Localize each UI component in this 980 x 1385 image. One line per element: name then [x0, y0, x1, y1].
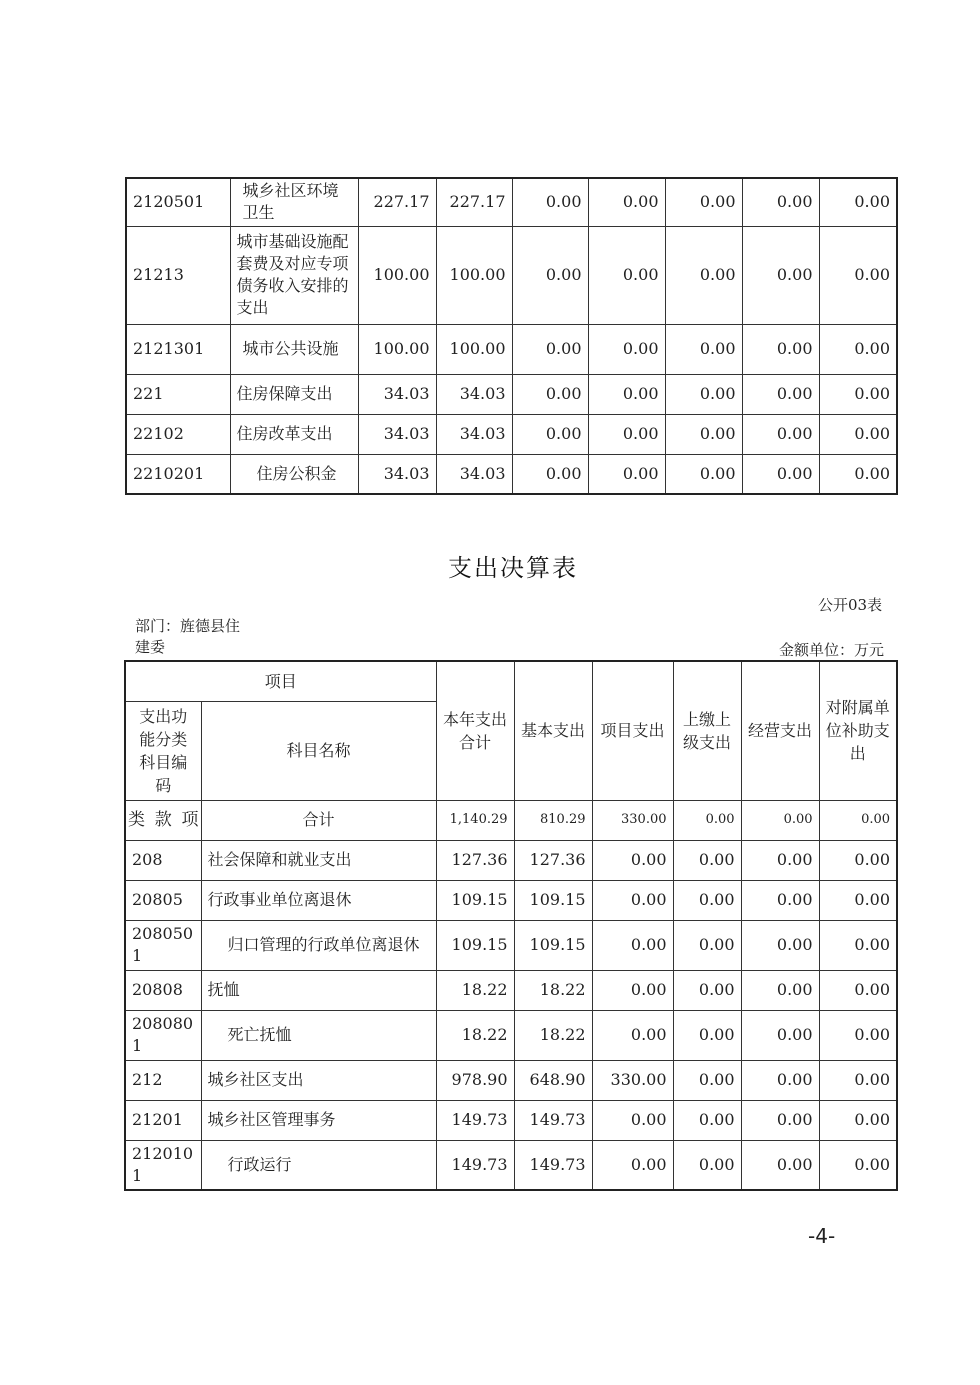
row-value: 0.00	[592, 840, 673, 880]
row-code: 20805	[125, 880, 201, 920]
row-value: 0.00	[673, 1060, 741, 1100]
row-value: 34.03	[436, 414, 512, 454]
row-value: 0.00	[819, 1100, 897, 1140]
amount-unit-label: 金额单位：万元	[779, 641, 885, 659]
total-value: 330.00	[592, 800, 673, 840]
row-value: 0.00	[665, 324, 742, 374]
row-name: 城市公共设施	[230, 324, 358, 374]
row-value: 149.73	[514, 1140, 592, 1190]
level-class: 类	[128, 810, 145, 830]
row-value: 18.22	[514, 970, 592, 1010]
expenditure-summary-table	[124, 660, 898, 1191]
table-row	[125, 1100, 897, 1140]
row-code: 2120501	[126, 178, 230, 226]
col-header: 本年支出合计	[436, 661, 514, 800]
row-value: 0.00	[512, 324, 588, 374]
top-expenditure-table	[125, 177, 898, 495]
row-value: 149.73	[514, 1100, 592, 1140]
row-value: 0.00	[512, 454, 588, 494]
row-value: 0.00	[741, 920, 819, 970]
row-value: 0.00	[588, 324, 665, 374]
row-value: 0.00	[512, 374, 588, 414]
row-value: 0.00	[741, 1010, 819, 1060]
row-value: 127.36	[514, 840, 592, 880]
table-row	[125, 880, 897, 920]
row-value: 648.90	[514, 1060, 592, 1100]
row-name: 社会保障和就业支出	[201, 840, 436, 880]
row-value: 0.00	[673, 970, 741, 1010]
total-label: 合计	[201, 800, 436, 840]
row-value: 109.15	[436, 880, 514, 920]
row-value: 0.00	[673, 880, 741, 920]
row-value: 227.17	[436, 178, 512, 226]
row-value: 0.00	[592, 970, 673, 1010]
row-value: 0.00	[819, 1060, 897, 1100]
page-number: -4-	[808, 1224, 836, 1248]
row-code: 212	[125, 1060, 201, 1100]
row-value: 109.15	[514, 920, 592, 970]
row-value: 109.15	[514, 880, 592, 920]
page-title: 支出决算表	[448, 554, 578, 582]
total-value: 0.00	[673, 800, 741, 840]
row-value: 0.00	[665, 374, 742, 414]
form-number: 公开03表	[818, 596, 883, 614]
row-value: 18.22	[514, 1010, 592, 1060]
row-value: 34.03	[436, 374, 512, 414]
row-name: 归口管理的行政单位离退休	[201, 920, 436, 970]
row-value: 0.00	[742, 414, 819, 454]
row-value: 0.00	[673, 1100, 741, 1140]
row-value: 0.00	[819, 178, 897, 226]
row-value: 0.00	[673, 920, 741, 970]
row-value: 0.00	[742, 324, 819, 374]
row-value: 0.00	[592, 920, 673, 970]
total-value: 810.29	[514, 800, 592, 840]
row-name: 行政事业单位离退休	[201, 880, 436, 920]
table-row	[126, 324, 897, 374]
name-col-header: 科目名称	[201, 701, 436, 800]
row-value: 0.00	[665, 414, 742, 454]
table-row	[126, 178, 897, 226]
row-code: 21213	[126, 226, 230, 324]
row-name: 行政运行	[201, 1140, 436, 1190]
row-code: 2120101	[125, 1140, 201, 1190]
row-value: 330.00	[592, 1060, 673, 1100]
row-value: 0.00	[742, 178, 819, 226]
row-value: 978.90	[436, 1060, 514, 1100]
row-value: 0.00	[819, 920, 897, 970]
table-row	[125, 840, 897, 880]
header-row	[125, 661, 897, 701]
row-value: 0.00	[512, 178, 588, 226]
row-value: 34.03	[358, 374, 436, 414]
row-value: 18.22	[436, 970, 514, 1010]
row-value: 0.00	[512, 414, 588, 454]
row-value: 127.36	[436, 840, 514, 880]
total-value: 1,140.29	[436, 800, 514, 840]
row-value: 0.00	[588, 226, 665, 324]
row-value: 0.00	[512, 226, 588, 324]
row-code: 2121301	[126, 324, 230, 374]
row-value: 0.00	[741, 1100, 819, 1140]
row-code: 2080801	[125, 1010, 201, 1060]
table-row	[125, 1010, 897, 1060]
project-header: 项目	[125, 661, 436, 701]
row-value: 0.00	[592, 1100, 673, 1140]
row-value: 0.00	[741, 1060, 819, 1100]
row-value: 0.00	[592, 880, 673, 920]
table-row	[125, 920, 897, 970]
row-value: 0.00	[819, 1140, 897, 1190]
level-labels	[125, 800, 201, 840]
row-name: 住房公积金	[230, 454, 358, 494]
row-value: 109.15	[436, 920, 514, 970]
row-value: 0.00	[741, 1140, 819, 1190]
row-value: 0.00	[592, 1140, 673, 1190]
row-code: 21201	[125, 1100, 201, 1140]
row-value: 0.00	[819, 970, 897, 1010]
col-header: 对附属单位补助支出	[819, 661, 897, 800]
row-value: 100.00	[358, 324, 436, 374]
row-value: 0.00	[819, 454, 897, 494]
row-code: 2210201	[126, 454, 230, 494]
row-value: 0.00	[588, 454, 665, 494]
row-value: 227.17	[358, 178, 436, 226]
row-value: 0.00	[819, 226, 897, 324]
level-item: 项	[181, 810, 199, 830]
row-value: 149.73	[436, 1140, 514, 1190]
row-value: 0.00	[819, 414, 897, 454]
col-header: 经营支出	[741, 661, 819, 800]
row-value: 34.03	[358, 454, 436, 494]
row-value: 0.00	[673, 1010, 741, 1060]
row-value: 0.00	[741, 840, 819, 880]
row-value: 0.00	[741, 970, 819, 1010]
row-value: 149.73	[436, 1100, 514, 1140]
row-value: 0.00	[665, 178, 742, 226]
row-value: 0.00	[819, 374, 897, 414]
table-row	[125, 1060, 897, 1100]
row-value: 0.00	[673, 1140, 741, 1190]
table-row	[125, 970, 897, 1010]
row-name: 城市基础设施配套费及对应专项债务收入安排的支出	[230, 226, 358, 324]
code-col-header: 支出功能分类科目编码	[125, 701, 201, 800]
row-value: 100.00	[358, 226, 436, 324]
table-row	[126, 454, 897, 494]
col-header: 项目支出	[592, 661, 673, 800]
level-section: 款	[154, 810, 172, 830]
row-value: 0.00	[588, 414, 665, 454]
row-name: 住房保障支出	[230, 374, 358, 414]
row-name: 城乡社区环境卫生	[230, 178, 358, 226]
row-code: 221	[126, 374, 230, 414]
table-row	[126, 374, 897, 414]
row-value: 0.00	[819, 880, 897, 920]
row-value: 0.00	[588, 374, 665, 414]
row-code: 20808	[125, 970, 201, 1010]
row-value: 0.00	[819, 324, 897, 374]
total-value: 0.00	[741, 800, 819, 840]
row-value: 0.00	[742, 454, 819, 494]
row-value: 0.00	[592, 1010, 673, 1060]
row-code: 2080501	[125, 920, 201, 970]
row-name: 城乡社区管理事务	[201, 1100, 436, 1140]
row-value: 0.00	[673, 840, 741, 880]
row-code: 208	[125, 840, 201, 880]
row-value: 34.03	[436, 454, 512, 494]
row-value: 0.00	[819, 1010, 897, 1060]
row-value: 0.00	[742, 226, 819, 324]
row-value: 0.00	[665, 226, 742, 324]
table-row	[125, 1140, 897, 1190]
col-header: 基本支出	[514, 661, 592, 800]
row-value: 0.00	[741, 880, 819, 920]
total-value: 0.00	[819, 800, 897, 840]
row-value: 0.00	[665, 454, 742, 494]
row-name: 抚恤	[201, 970, 436, 1010]
total-row	[125, 800, 897, 840]
row-code: 22102	[126, 414, 230, 454]
row-value: 0.00	[588, 178, 665, 226]
row-value: 18.22	[436, 1010, 514, 1060]
row-name: 城乡社区支出	[201, 1060, 436, 1100]
table-row	[126, 414, 897, 454]
row-name: 住房改革支出	[230, 414, 358, 454]
row-value: 100.00	[436, 324, 512, 374]
department-label: 部门：旌德县住建委	[135, 617, 241, 656]
table-row	[126, 226, 897, 324]
row-value: 34.03	[358, 414, 436, 454]
row-value: 100.00	[436, 226, 512, 324]
row-value: 0.00	[819, 840, 897, 880]
col-header: 上缴上级支出	[673, 661, 741, 800]
row-name: 死亡抚恤	[201, 1010, 436, 1060]
row-value: 0.00	[742, 374, 819, 414]
